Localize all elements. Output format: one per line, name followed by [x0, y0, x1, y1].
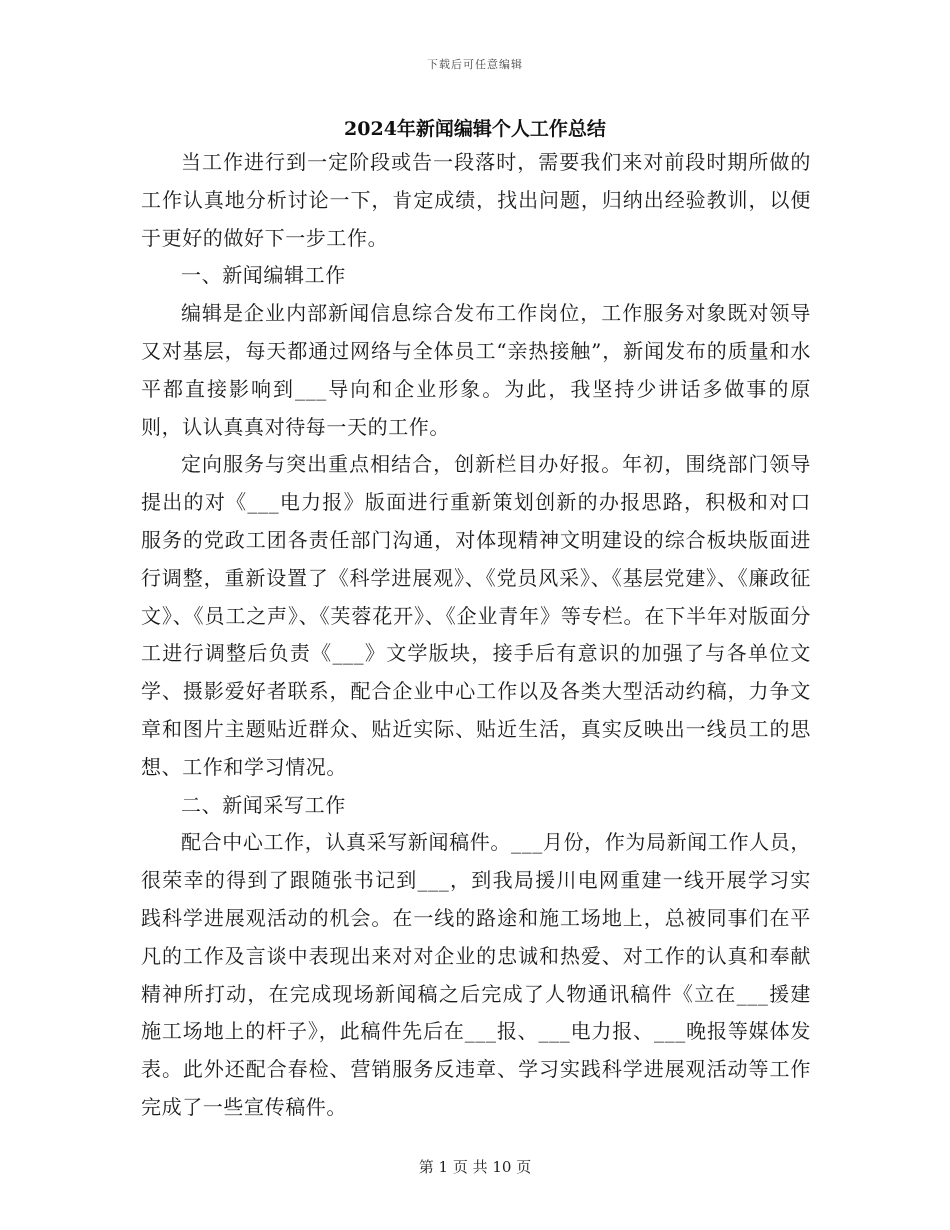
- page-number-footer: 第 1 页 共 10 页: [418, 1158, 532, 1176]
- paragraph-reporting-work: 配合中心工作，认真采写新闻稿件。___月份，作为局新闻工作人员，很荣幸的得到了跟随张书记到___，到我局援川电网重建一线开展学习实践科学进展观活动的机会。在一线的路途和施工场地上，总被同事们在平凡的工作及言谈中表现出来对对企业的忠诚和热爱、对工作的认真和奉献精神所打动，在完成现场新闻稿之后完成了人物通讯稿件《立在___援建施工场地上的杆子》，此稿件先后在___报、___电力报、___晚报等媒体发表。此外还配合春检、营销服务反违章、学习实践科学进展观活动等工作完成了一些宣传稿件。: [141, 830, 811, 1119]
- document-body: [141, 144, 811, 1127]
- paragraph-editing-role: 编辑是企业内部新闻信息综合发布工作岗位，工作服务对象既对领导又对基层，每天都通过网络与全体员工“亲热接触”，新闻发布的质量和水平都直接影响到___导向和企业形象。为此，我坚持少讲话多做事的原则，认认真真对待每一天的工作。: [141, 301, 811, 439]
- paragraph-intro: 当工作进行到一定阶段或告一段落时，需要我们来对前段时期所做的工作认真地分析讨论一下，肯定成绩，找出问题，归纳出经验教训，以便于更好的做好下一步工作。: [141, 150, 811, 250]
- paragraph-column-innovation: 定向服务与突出重点相结合，创新栏目办好报。年初，围绕部门领导提出的对《___电力报》版面进行重新策划创新的办报思路，积极和对口服务的党政工团各责任部门沟通，对体现精神文明建设的综合板块版面进行调整，重新设置了《科学进展观》、《党员风采》、《基层党建》、《廉政征文》、《员工之声》、《芙蓉花开》、《企业青年》等专栏。在下半年对版面分工进行调整后负责《___》文学版块，接手后有意识的加强了与各单位文学、摄影爱好者联系，配合企业中心工作以及各类大型活动约稿，力争文章和图片主题贴近群众、贴近实际、贴近生活，真实反映出一线员工的思想、工作和学习情况。: [141, 452, 811, 779]
- header-note: 下载后可任意编辑: [427, 58, 523, 71]
- section-heading-editing: 一、新闻编辑工作: [181, 263, 346, 288]
- document-title: 2024年新闻编辑个人工作总结: [344, 118, 606, 140]
- section-heading-reporting: 二、新闻采写工作: [181, 792, 346, 817]
